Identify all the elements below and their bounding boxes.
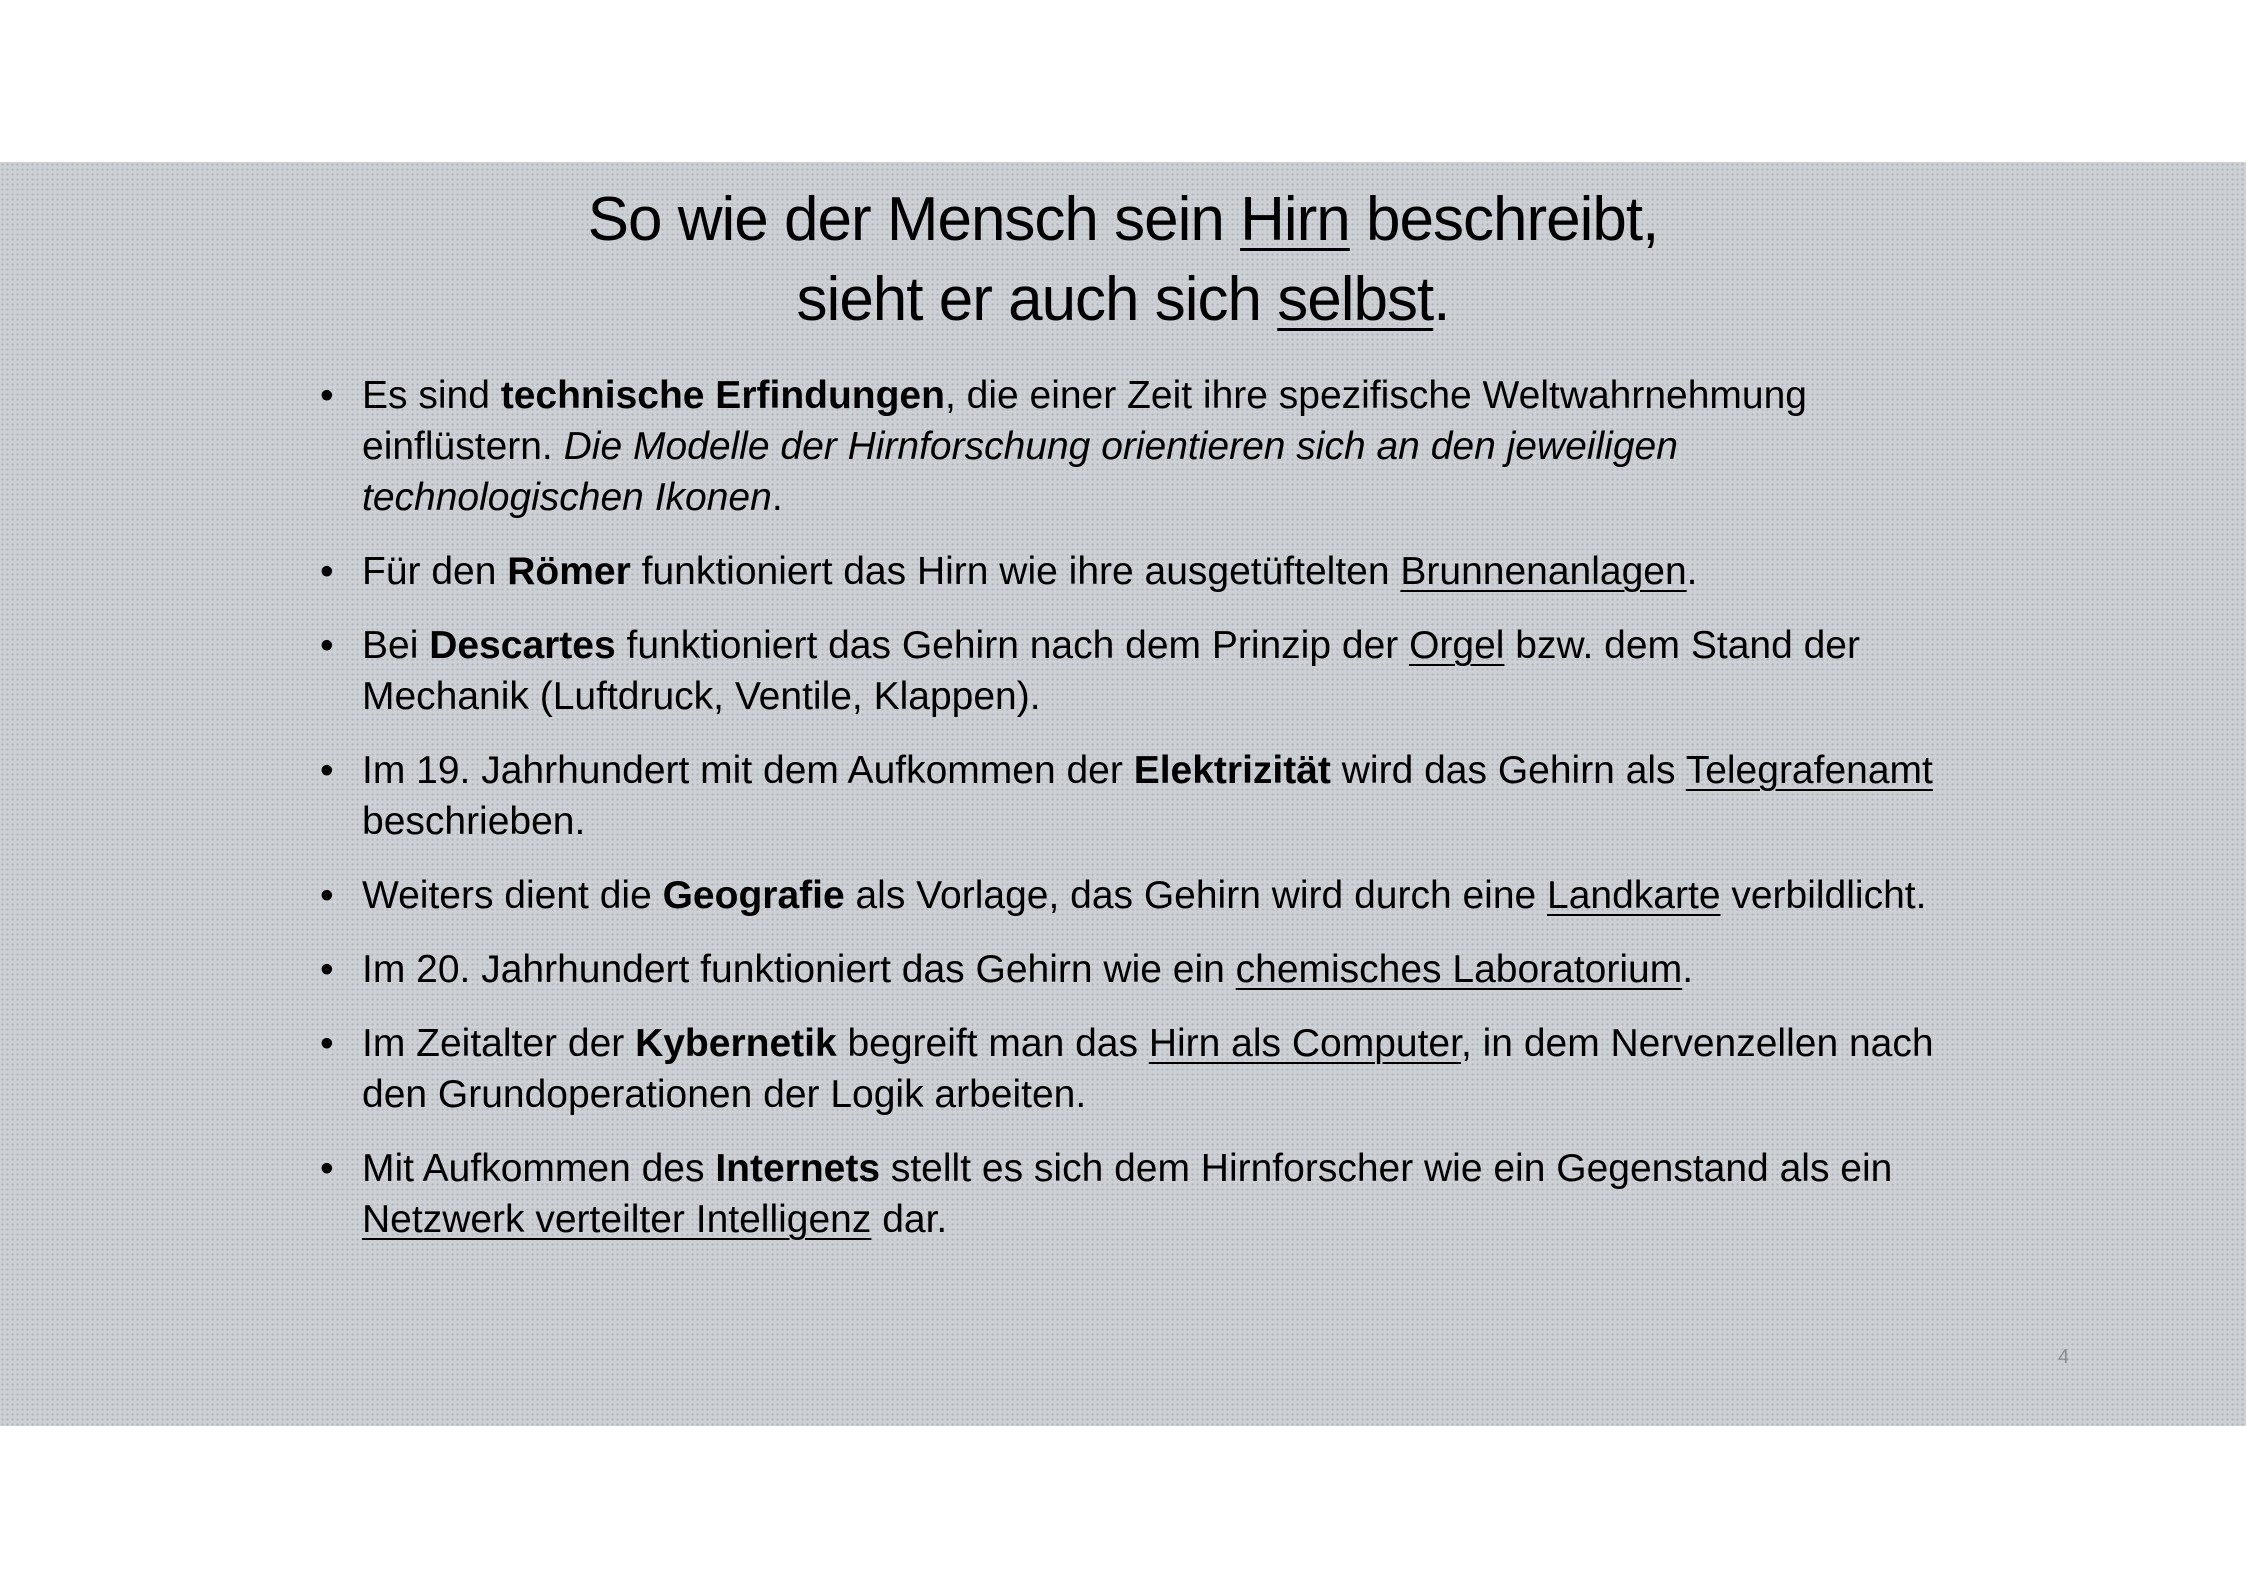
title-text: beschreibt, [1349,185,1659,254]
bullet-icon: • [320,1147,334,1190]
underlined-term: Telegrafenamt [1685,749,1933,792]
bullet-icon: • [320,550,334,593]
underlined-term: Hirn als Computer [1148,1022,1461,1065]
bullet-icon: • [320,874,334,917]
title-underlined-word: selbst [1277,265,1434,334]
underlined-term: Orgel [1409,624,1505,667]
underlined-term: Landkarte [1547,874,1721,917]
title-line-1 [0,180,2246,260]
bullet-item: • Mit Aufkommen des Internets stellt es sich dem Hirnforscher wie ein Gegenstand als ein Netzwerk verteilter Intelligenz dar. [316,1143,1936,1245]
italic-text: Die Modelle der Hirnforschung orientieren sich an den jeweiligen technologischen Ikonen [362,425,1678,519]
bullet-item: • Im 20. Jahrhundert funktioniert das Gehirn wie ein chemisches Laboratorium. [316,944,1936,995]
bold-term: technische Erfindungen [500,374,945,417]
slide-title [0,180,2246,340]
bullet-item: • Bei Descartes funktioniert das Gehirn nach dem Prinzip der Orgel bzw. dem Stand der Mechanik (Luftdruck, Ventile, Klappen). [316,620,1936,722]
title-underlined-word: Hirn [1240,185,1350,254]
bullet-icon: • [320,749,334,792]
title-text: sieht er auch sich [796,265,1278,334]
bold-term: Descartes [429,624,616,667]
bullet-item: • Im Zeitalter der Kybernetik begreift man das Hirn als Computer, in dem Nervenzellen nach den Grundoperationen der Logik arbeiten. [316,1018,1936,1120]
bullet-item: • Es sind technische Erfindungen, die einer Zeit ihre spezifische Weltwahrnehmung einflüstern. Die Modelle der Hirnforschung orientieren sich an den jeweiligen technologischen Ikonen. [316,370,1936,523]
bold-term: Römer [507,550,631,593]
bullet-icon: • [320,624,334,667]
bold-term: Elektrizität [1133,749,1331,792]
title-text: . [1433,265,1450,334]
bullet-item: • Weiters dient die Geografie als Vorlage, das Gehirn wird durch eine Landkarte verbildlicht. [316,870,1936,921]
bullet-item: • Für den Römer funktioniert das Hirn wie ihre ausgetüftelten Brunnenanlagen. [316,546,1936,597]
title-text: So wie der Mensch sein [587,185,1241,254]
bold-term: Kybernetik [635,1022,837,1065]
underlined-term: Netzwerk verteilter Intelligenz [362,1198,872,1241]
underlined-term: chemisches Laboratorium [1235,948,1683,991]
bullet-item: • Im 19. Jahrhundert mit dem Aufkommen der Elektrizität wird das Gehirn als Telegrafenamt beschrieben. [316,745,1936,847]
bold-term: Internets [715,1147,881,1190]
bullet-list [316,370,1936,1268]
slide [0,162,2246,1426]
page-number: 4 [2058,1346,2070,1368]
title-line-2 [0,260,2246,340]
bold-term: Geografie [662,874,845,917]
bullet-icon: • [320,948,334,991]
bullet-icon: • [320,374,334,417]
bullet-icon: • [320,1022,334,1065]
underlined-term: Brunnenanlagen [1400,550,1687,593]
